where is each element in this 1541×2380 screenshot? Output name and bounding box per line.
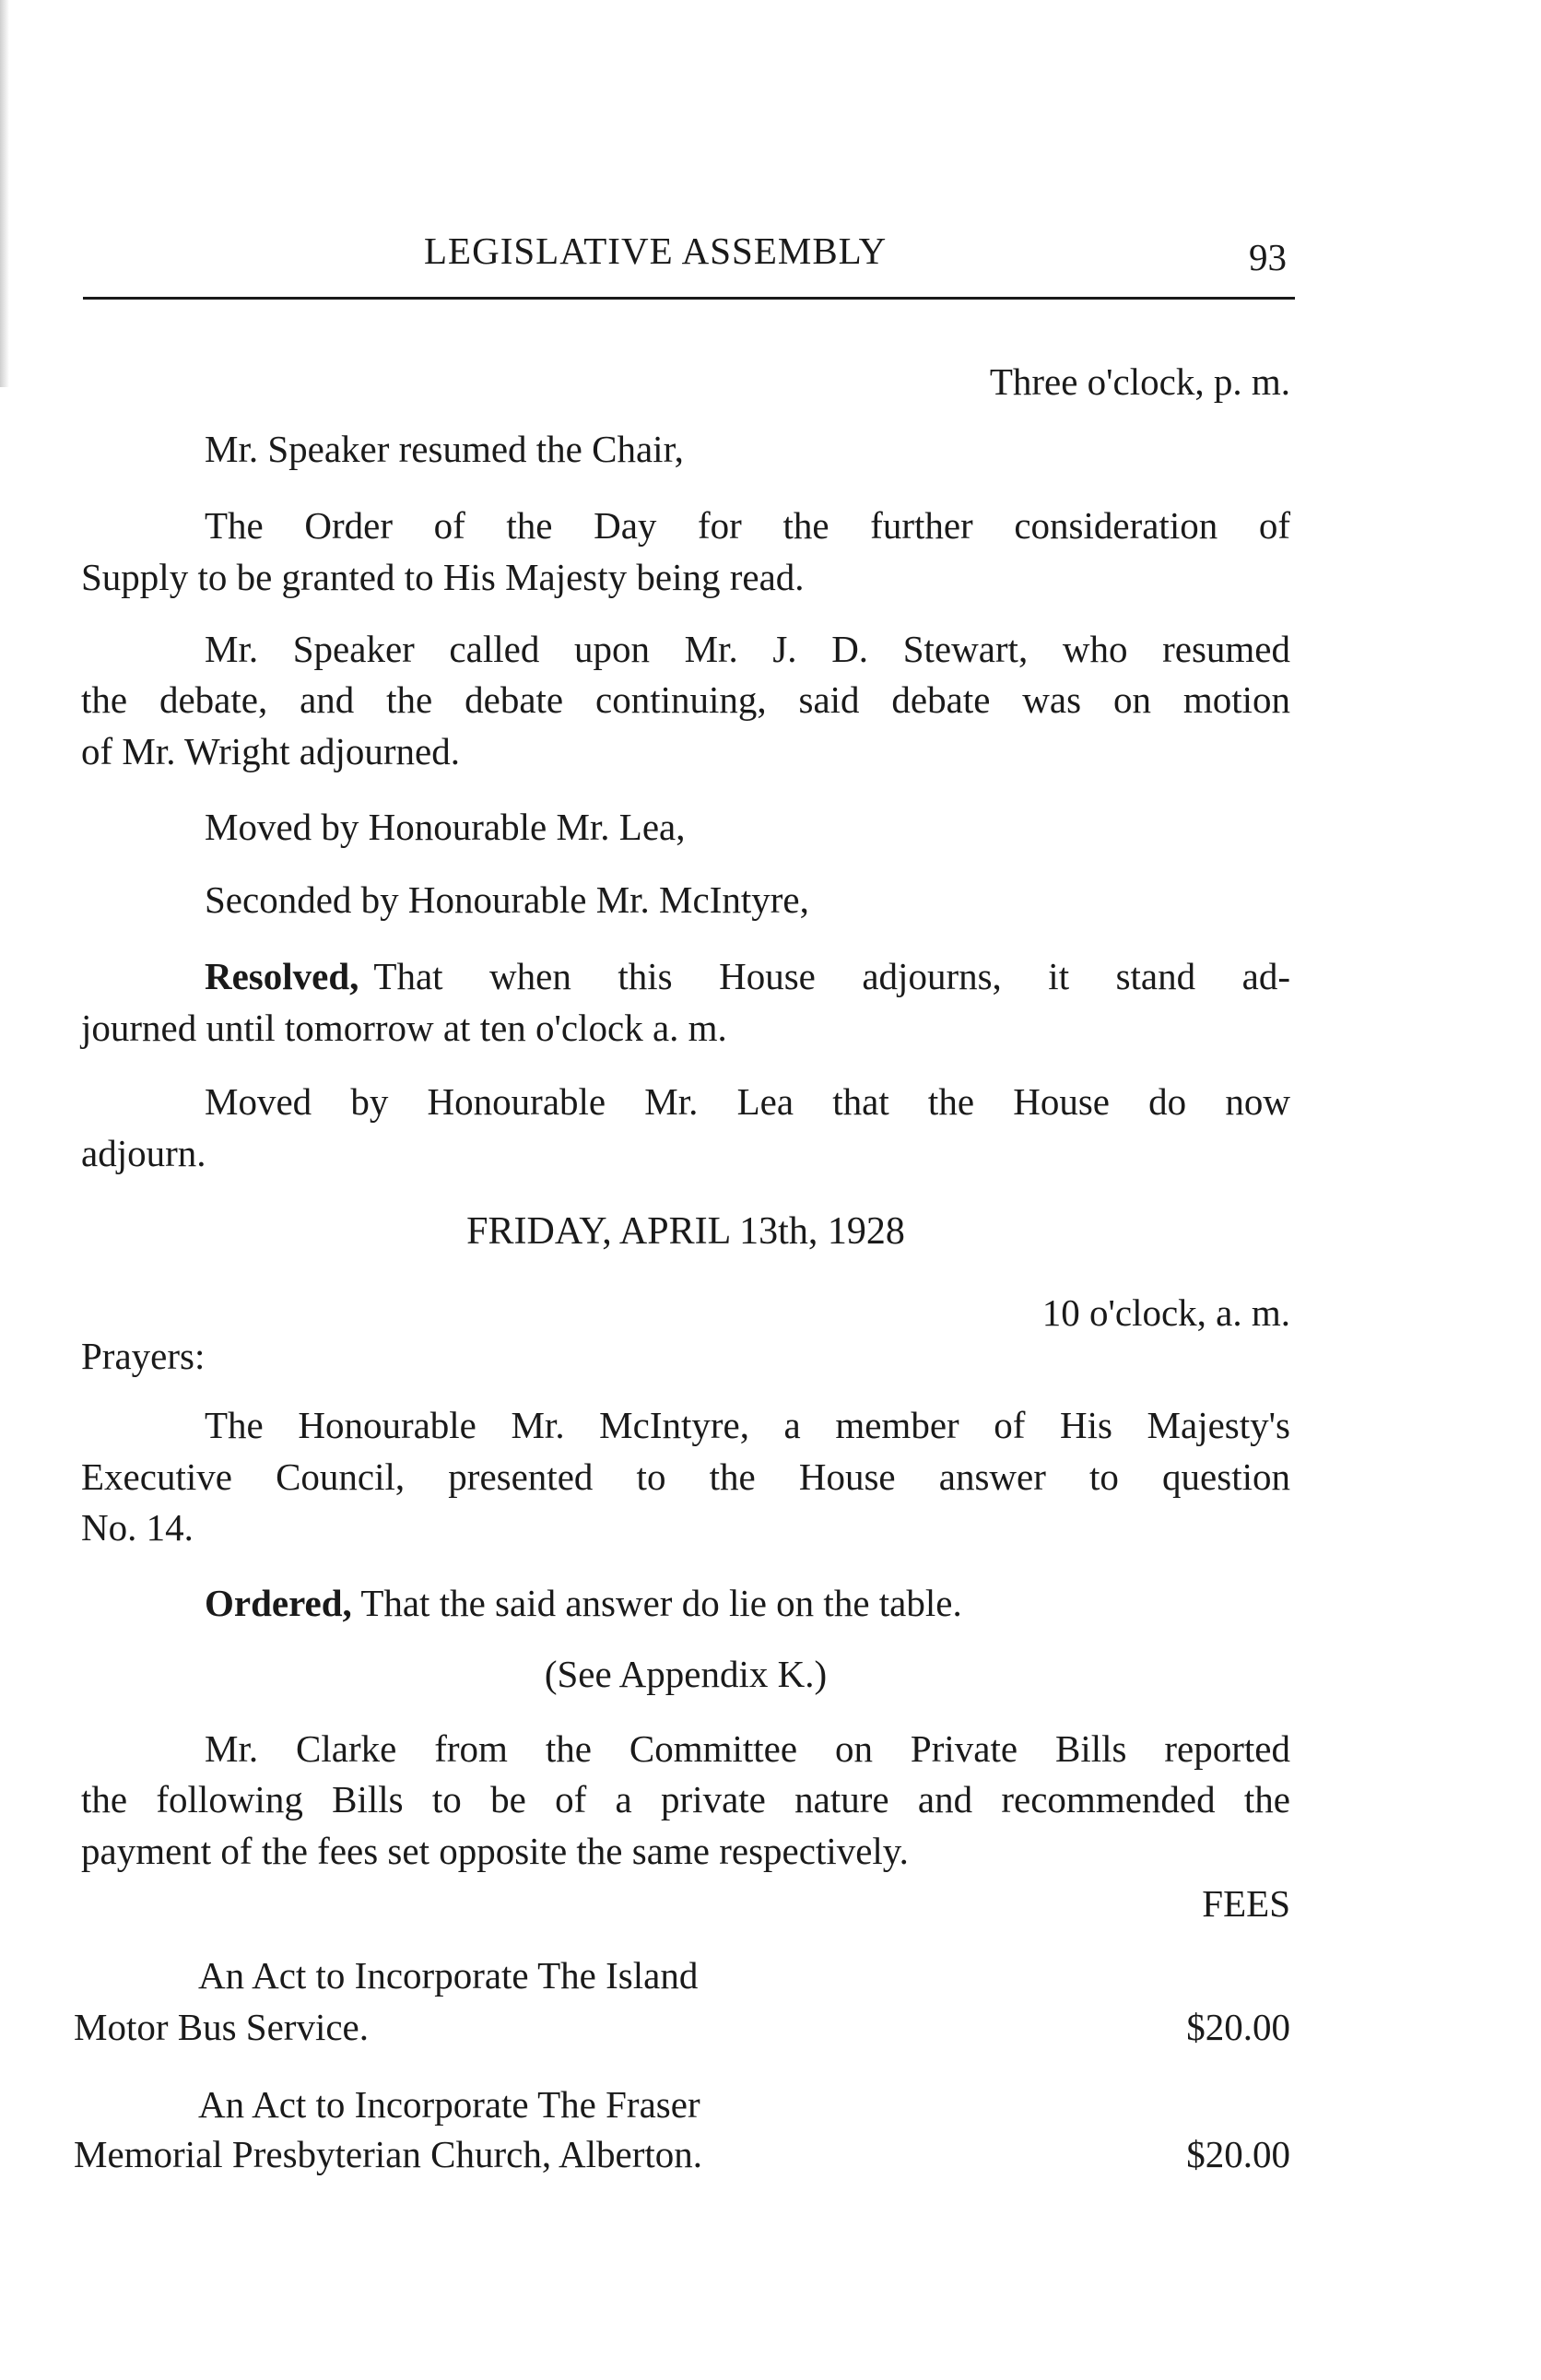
ordered-line [205, 1576, 962, 1630]
speaker-called-line-2: the debate, and the debate continuing, said debate was on motion [81, 678, 1290, 721]
moved-adjourn-line-2: adjourn. [81, 1132, 206, 1174]
speaker-called-line-3: of Mr. Wright adjourned. [81, 730, 460, 772]
date-heading: FRIDAY, APRIL 13th, 1928 [466, 1210, 905, 1253]
clarke-line-1: Mr. Clarke from the Committee on Private Bills reported [205, 1727, 1290, 1770]
clarke-line-2: the following Bills to be of a private nature and recommended the [81, 1778, 1290, 1820]
bill-2-fee: $20.00 [1186, 2133, 1290, 2175]
time-three-oclock: Three o'clock, p. m. [989, 360, 1290, 403]
order-of-day-line-1: The Order of the Day for the further consideration of [205, 504, 1290, 547]
bill-2-line-2: Memorial Presbyterian Church, Alberton. [74, 2133, 703, 2175]
bill-2-line-1: An Act to Incorporate The Fraser [198, 2083, 700, 2126]
resolved-text: That when this House adjourns, it stand ad- [373, 955, 1290, 997]
speaker-called-line-1: Mr. Speaker called upon Mr. J. D. Stewart, who resumed [205, 628, 1290, 670]
page-edge-shadow [0, 0, 9, 387]
ordered-label: Ordered, [205, 1582, 352, 1624]
bill-1-line-1: An Act to Incorporate The Island [198, 1954, 699, 1997]
speaker-resumed-line: Mr. Speaker resumed the Chair, [205, 428, 684, 470]
honourable-line-2: Executive Council, presented to the House answer to question [81, 1455, 1290, 1498]
running-header-title: LEGISLATIVE ASSEMBLY [424, 230, 888, 272]
time-ten-oclock: 10 o'clock, a. m. [1041, 1291, 1290, 1334]
moved-adjourn-line-1: Moved by Honourable Mr. Lea that the House do now [205, 1080, 1290, 1123]
honourable-line-1: The Honourable Mr. McIntyre, a member of His Majesty's [205, 1404, 1290, 1446]
resolved-label: Resolved, [205, 955, 359, 997]
seconded-by-mcintyre: Seconded by Honourable Mr. McIntyre, [205, 878, 809, 921]
clarke-line-3: payment of the fees set opposite the same respectively. [81, 1830, 909, 1872]
page-number: 93 [1249, 236, 1287, 278]
resolved-line-2: journed until tomorrow at ten o'clock a. m. [81, 1007, 727, 1049]
honourable-line-3: No. 14. [81, 1506, 194, 1549]
bill-1-line-2: Motor Bus Service. [74, 2006, 369, 2048]
bill-1-fee: $20.00 [1186, 2006, 1290, 2048]
moved-by-lea: Moved by Honourable Mr. Lea, [205, 806, 686, 848]
prayers-label: Prayers: [81, 1335, 206, 1377]
appendix-reference: (See Appendix K.) [544, 1653, 828, 1695]
header-rule [83, 297, 1295, 300]
ordered-text: That the said answer do lie on the table. [360, 1582, 962, 1624]
resolved-line-1 [205, 949, 1290, 1003]
order-of-day-line-2: Supply to be granted to His Majesty being read. [81, 556, 805, 598]
fees-column-header: FEES [1202, 1882, 1290, 1925]
